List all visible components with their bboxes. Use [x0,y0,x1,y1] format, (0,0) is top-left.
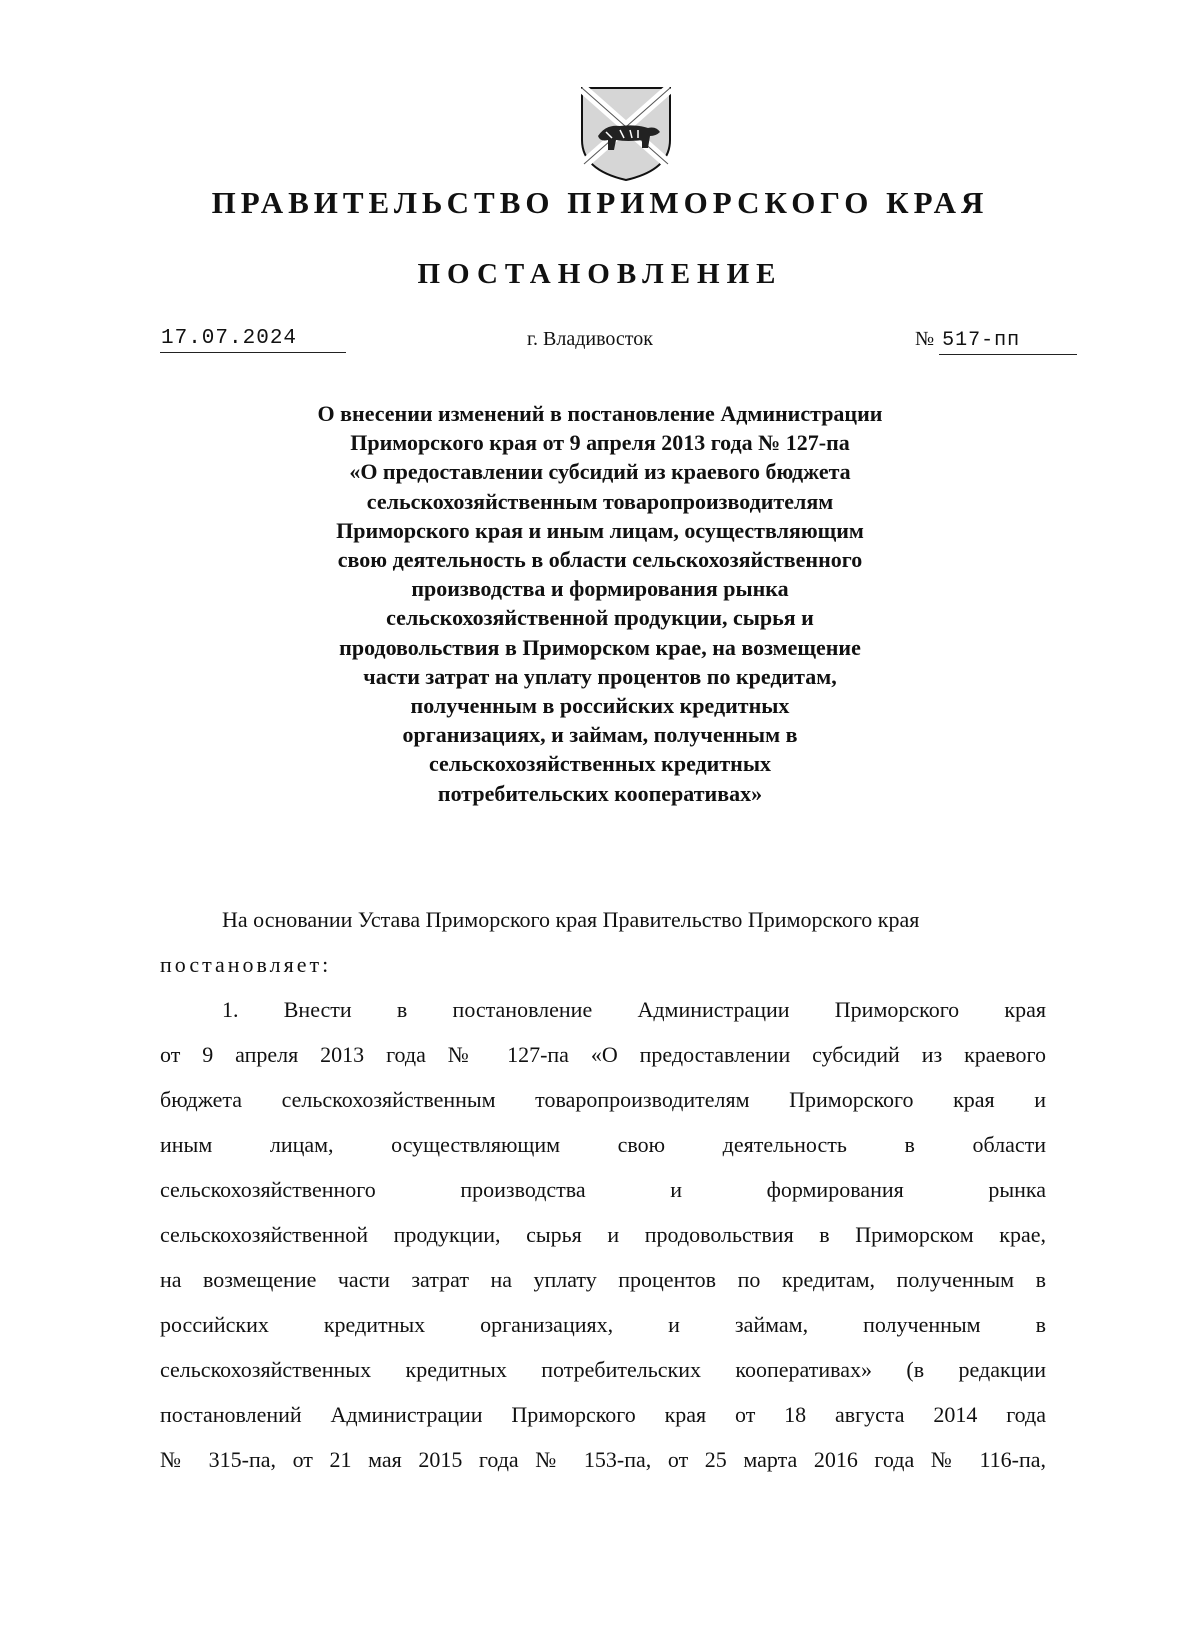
body-line-resolves: постановляет: [160,952,332,977]
body-line: на возмещение части затрат на уплату процентов по кредитам, полученным в [160,1267,1046,1292]
title-line: свою деятельность в области сельскохозяйственного [337,547,863,573]
document-date: 17.07.2024 [160,326,346,353]
body-line: постановлений Администрации Приморского края от 18 августа 2014 года [160,1402,1046,1427]
organization-name: ПРАВИТЕЛЬСТВО ПРИМОРСКОГО КРАЯ [211,185,989,220]
title-line: Приморского края от 9 апреля 2013 года № 127-па [350,430,850,456]
document-title [220,399,980,808]
title-line: полученным в российских кредитных [410,693,790,719]
title-line: части затрат на уплату процентов по кредитам, [363,663,837,689]
document-number: 517-пп [939,328,1077,355]
title-line: Приморского края и иным лицам, осуществляющим [336,517,864,543]
document-city: г. Владивосток [527,328,653,350]
document-number-field [915,326,1080,355]
body-line: иным лицам, осуществляющим свою деятельность в области [160,1132,1046,1157]
body-line: № 315-па, от 21 мая 2015 года № 153-па, от 25 марта 2016 года № 116-па, [160,1447,1046,1472]
title-line: продовольствия в Приморском крае, на возмещение [339,634,861,660]
title-line: производства и формирования рынка [411,576,789,602]
title-line: потребительских кооперативах» [437,780,763,806]
title-line: организациях, и займам, полученным в [402,722,798,748]
body-line: сельскохозяйственного производства и формирования рынка [160,1177,1046,1202]
document-meta [160,326,1080,362]
body-line: сельскохозяйственной продукции, сырья и продовольствия в Приморском крае, [160,1222,1046,1247]
body-line: сельскохозяйственных кредитных потребительских кооперативах» (в редакции [160,1357,1046,1382]
number-sign: № [915,328,935,350]
body-line: от 9 апреля 2013 года № 127-па «О предоставлении субсидий из краевого [160,1042,1046,1067]
title-line: сельскохозяйственных кредитных [428,751,772,777]
body-line: бюджета сельскохозяйственным товаропроизводителям Приморского края и [160,1087,1046,1112]
document-body [160,897,1046,1482]
title-line: О внесении изменений в постановление Администрации [317,401,883,426]
title-line: «О предоставлении субсидий из краевого бюджета [349,459,851,485]
body-line: 1. Внести в постановление Администрации Приморского края [222,997,1046,1022]
body-line: На основании Устава Приморского края Правительство Приморского края [222,907,920,932]
title-line: сельскохозяйственной продукции, сырья и [386,605,814,631]
document-type: ПОСТАНОВЛЕНИЕ [417,258,783,290]
coat-of-arms-icon [576,78,676,182]
title-line: сельскохозяйственным товаропроизводителям [366,488,834,514]
body-line: российских кредитных организациях, и займам, полученным в [160,1312,1046,1337]
